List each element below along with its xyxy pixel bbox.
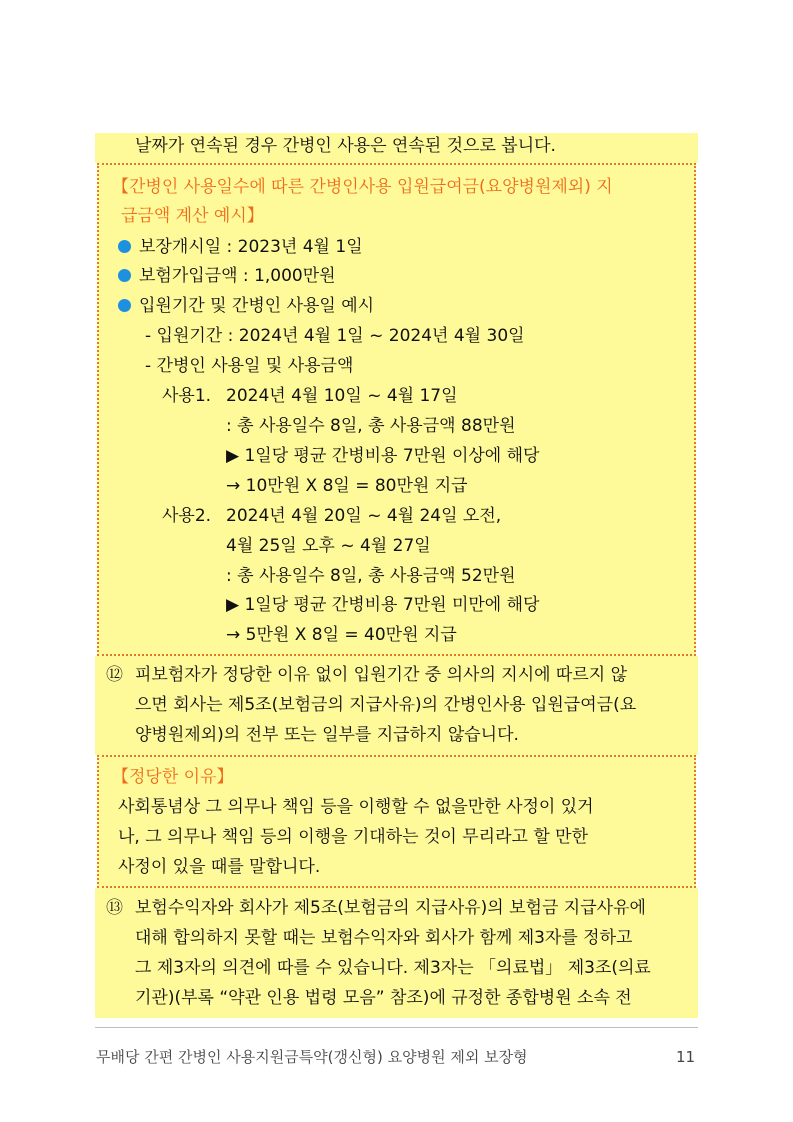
bullet-dot-icon: [118, 240, 131, 253]
bullet-dot-icon: [118, 299, 131, 312]
use1-note: ▶ 1일당 평균 간병비용 7만원 이상에 해당: [226, 446, 540, 466]
use1-label: 사용1.: [162, 386, 212, 406]
use2-total: : 총 사용일수 8일, 총 사용금액 52만원: [226, 566, 516, 586]
use2-date1: 2024년 4월 20일 ~ 4월 24일 오전,: [226, 506, 502, 526]
clause13-line1: 보험수익자와 회사가 제5조(보험금의 지급사유)의 보험금 지급사유에: [135, 898, 646, 918]
clause12-line1: 피보험자가 정당한 이유 없이 입원기간 중 의사의 지시에 따르지 않: [135, 665, 628, 685]
use1-calc: → 10만원 X 8일 = 80만원 지급: [226, 476, 468, 496]
clause12-number: ⑫: [106, 665, 123, 685]
clause12-line3: 양병원제외)의 전부 또는 일부를 지급하지 않습니다.: [135, 725, 519, 745]
bullet-item: [118, 265, 336, 287]
bullet-text: 보장개시일 : 2023년 4월 1일: [139, 237, 363, 257]
justifiable-reason-line3: 사정이 있을 때를 말합니다.: [118, 857, 321, 877]
use1-date: 2024년 4월 10일 ~ 4월 17일: [226, 386, 458, 406]
clause13-line2: 대해 합의하지 못할 때는 보험수익자와 회사가 함께 제3자를 정하고: [135, 928, 633, 948]
use2-label: 사용2.: [162, 506, 212, 526]
admission-period: - 입원기간 : 2024년 4월 1일 ~ 2024년 4월 30일: [145, 326, 525, 346]
example-title-line2: 급금액 계산 예시】: [121, 206, 264, 226]
example-title-line1: 【간병인 사용일수에 따른 간병인사용 입원급여금(요양병원제외) 지: [112, 177, 613, 197]
bullet-item: [118, 295, 374, 317]
justifiable-reason-line2: 나, 그 의무나 책임 등의 이행을 기대하는 것이 무리라고 할 만한: [118, 827, 588, 847]
bullet-dot-icon: [118, 269, 131, 282]
justifiable-reason-line1: 사회통념상 그 의무나 책임 등을 이행할 수 없을만한 사정이 있거: [118, 797, 594, 817]
use2-date2: 4월 25일 오후 ~ 4월 27일: [226, 536, 431, 556]
use1-total: : 총 사용일수 8일, 총 사용금액 88만원: [226, 416, 516, 436]
clause12-line2: 으면 회사는 제5조(보험금의 지급사유)의 간병인사용 입원급여금(요: [135, 695, 637, 715]
page-number: 11: [676, 1048, 696, 1066]
bullet-text: 입원기간 및 간병인 사용일 예시: [139, 296, 375, 316]
use2-note: ▶ 1일당 평균 간병비용 7만원 미만에 해당: [226, 595, 540, 615]
clause13-number: ⑬: [106, 898, 123, 918]
clause13-line4: 기관)(부록 “약관 인용 법령 모음” 참조)에 규정한 종합병원 소속 전: [135, 988, 632, 1008]
usage-header: - 간병인 사용일 및 사용금액: [145, 356, 354, 376]
bullet-text: 보험가입금액 : 1,000만원: [139, 266, 336, 286]
use2-calc: → 5만원 X 8일 = 40만원 지급: [226, 625, 457, 645]
footer-title: 무배당 간편 간병인 사용지원금특약(갱신형) 요양병원 제외 보장형: [96, 1048, 528, 1066]
footer-divider: [95, 1027, 698, 1028]
continuation-text: 날짜가 연속된 경우 간병인 사용은 연속된 것으로 봅니다.: [135, 136, 556, 156]
bullet-item: [118, 236, 363, 258]
clause13-line3: 그 제3자의 의견에 따를 수 있습니다. 제3자는 「의료법」 제3조(의료: [135, 958, 651, 978]
justifiable-reason-title: 【정당한 이유】: [112, 767, 234, 787]
